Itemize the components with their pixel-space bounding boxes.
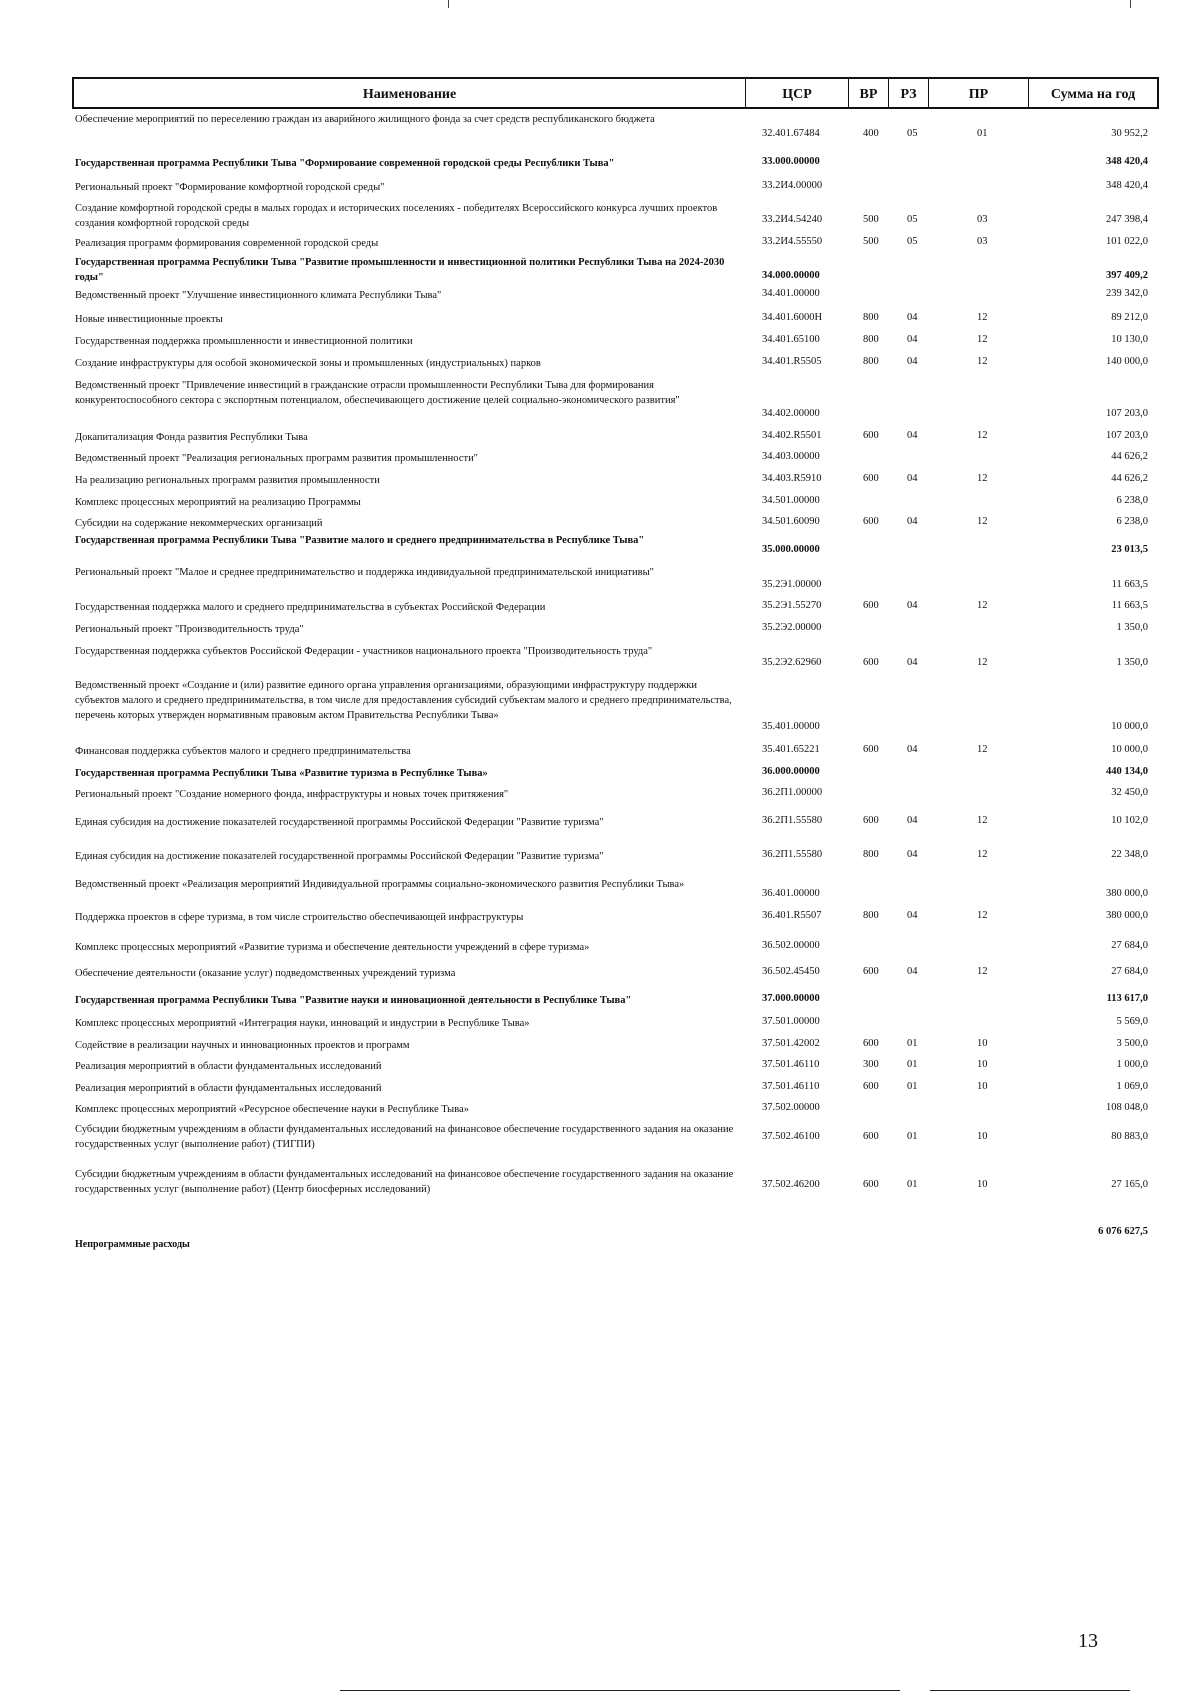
scan-mark: [340, 1690, 900, 1691]
row-sum: 113 617,0: [1106, 993, 1148, 1004]
table-row: [0, 678, 1200, 738]
table-row: [0, 1059, 1200, 1074]
row-csr: 37.502.00000: [762, 1102, 820, 1113]
table-row: [0, 849, 1200, 864]
table-row: [0, 910, 1200, 925]
row-csr: 35.000.00000: [762, 544, 820, 555]
table-row: [0, 156, 1200, 171]
row-name: Реализация программ формирования современной городской среды: [75, 238, 379, 249]
row-rz: 05: [907, 214, 918, 225]
row-sum: 11 663,5: [1111, 600, 1148, 611]
header-sum: Сумма на год: [1050, 86, 1136, 102]
row-sum: 27 684,0: [1111, 940, 1148, 951]
row-vr: 800: [863, 910, 879, 921]
row-name: Докапитализация Фонда развития Республики Тыва: [75, 432, 308, 443]
row-sum: 348 420,4: [1106, 156, 1148, 167]
row-rz: 01: [907, 1081, 918, 1092]
row-csr: 34.401.R5505: [762, 356, 822, 367]
table-row: [0, 787, 1200, 802]
row-rz: 04: [907, 356, 918, 367]
row-csr: 35.2Э1.00000: [762, 579, 822, 590]
table-row: [0, 1226, 1200, 1252]
row-sum: 80 883,0: [1111, 1131, 1148, 1142]
row-sum: 6 238,0: [1116, 495, 1148, 506]
table-row: [0, 451, 1200, 466]
row-vr: 300: [863, 1059, 879, 1070]
row-csr: 36.2П1.55580: [762, 815, 823, 826]
row-vr: 800: [863, 849, 879, 860]
row-csr: 34.501.60090: [762, 516, 820, 527]
row-pr: 10: [977, 1038, 988, 1049]
row-pr: 12: [977, 430, 988, 441]
row-pr: 12: [977, 600, 988, 611]
row-csr: 34.402.R5501: [762, 430, 822, 441]
row-csr: 33.2И4.54240: [762, 214, 823, 225]
table-row: [0, 533, 1200, 563]
row-pr: 10: [977, 1179, 988, 1190]
row-csr: 33.2И4.55550: [762, 236, 823, 247]
row-csr: 35.401.65221: [762, 744, 820, 755]
row-csr: 36.401.00000: [762, 888, 820, 899]
row-name: Ведомственный проект «Создание и (или) развитие единого органа управления организациями, образующими инфраструктуру поддержки субъектов малого и среднего предпринимательства, в том числе для предоставления субсидий субъектам малого и среднего предпринимательства, перечень которых утвержден нормативным правовым актом Правительства Республики Тыва»: [75, 680, 732, 721]
row-vr: 600: [863, 657, 879, 668]
row-rz: 05: [907, 236, 918, 247]
row-csr: 35.2Э2.62960: [762, 657, 822, 668]
table-row: [0, 600, 1200, 615]
row-name: Единая субсидия на достижение показателей государственной программы Российской Федерации "Развитие туризма": [75, 817, 604, 828]
row-sum: 107 203,0: [1106, 430, 1148, 441]
row-sum: 10 130,0: [1111, 334, 1148, 345]
row-vr: 600: [863, 600, 879, 611]
row-name: Региональный проект "Производительность труда": [75, 624, 304, 635]
table-header: [72, 77, 1159, 109]
row-csr: 37.501.00000: [762, 1016, 820, 1027]
row-pr: 10: [977, 1059, 988, 1070]
header-pr: ПР: [929, 79, 1029, 107]
row-sum: 10 000,0: [1111, 744, 1148, 755]
table-row: [0, 430, 1200, 445]
row-name: Поддержка проектов в сфере туризма, в том числе строительство обеспечивающей инфраструктуры: [75, 912, 524, 923]
row-csr: 37.000.00000: [762, 993, 820, 1004]
row-rz: 04: [907, 516, 918, 527]
header-csr: ЦСР: [746, 79, 849, 107]
row-csr: 33.2И4.00000: [762, 180, 823, 191]
row-sum: 1 350,0: [1116, 622, 1148, 633]
row-name: Комплекс процессных мероприятий «Интеграция науки, инноваций и индустрии в Республике Тыва»: [75, 1018, 530, 1029]
row-vr: 600: [863, 744, 879, 755]
row-sum: 6 238,0: [1116, 516, 1148, 527]
row-sum: 380 000,0: [1106, 910, 1148, 921]
row-csr: 36.502.00000: [762, 940, 820, 951]
row-csr: 37.501.46110: [762, 1059, 820, 1070]
table-row: [0, 1081, 1200, 1096]
row-csr: 34.000.00000: [762, 270, 820, 281]
row-rz: 01: [907, 1179, 918, 1190]
row-csr: 34.401.6000Н: [762, 312, 823, 323]
row-rz: 04: [907, 430, 918, 441]
row-sum: 32 450,0: [1111, 787, 1148, 798]
table-row: [0, 1167, 1200, 1197]
row-pr: 10: [977, 1081, 988, 1092]
row-name: Комплекс процессных мероприятий на реализацию Программы: [75, 497, 361, 508]
row-sum: 108 048,0: [1106, 1102, 1148, 1113]
scan-mark: [1130, 0, 1131, 8]
row-rz: 04: [907, 966, 918, 977]
row-sum: 239 342,0: [1106, 288, 1148, 299]
row-csr: 35.2Э2.00000: [762, 622, 822, 633]
table-row: [0, 236, 1200, 251]
row-csr: 36.000.00000: [762, 766, 820, 777]
row-sum: 5 569,0: [1116, 1016, 1148, 1027]
table-row: [0, 877, 1200, 907]
row-sum: 10 000,0: [1111, 721, 1148, 732]
row-pr: 03: [977, 214, 988, 225]
row-pr: 12: [977, 849, 988, 860]
row-name: Обеспечение мероприятий по переселению граждан из аварийного жилищного фонда за счет средств республиканского бюджета: [75, 114, 655, 125]
table-row: [0, 1016, 1200, 1031]
row-name: Региональный проект "Создание номерного фонда, инфраструктуры и новых точек притяжения": [75, 789, 509, 800]
row-csr: 33.000.00000: [762, 156, 820, 167]
row-csr: 37.502.46200: [762, 1179, 820, 1190]
row-pr: 12: [977, 516, 988, 527]
row-csr: 34.501.00000: [762, 495, 820, 506]
row-name: Непрограммные расходы: [75, 1239, 190, 1250]
row-pr: 03: [977, 236, 988, 247]
row-name: Государственная поддержка промышленности и инвестиционной политики: [75, 336, 413, 347]
table-row: [0, 180, 1200, 195]
page-number: 13: [1078, 1630, 1098, 1652]
row-rz: 04: [907, 815, 918, 826]
table-row: [0, 201, 1200, 231]
row-sum: 27 165,0: [1111, 1179, 1148, 1190]
row-vr: 600: [863, 1131, 879, 1142]
row-sum: 380 000,0: [1106, 888, 1148, 899]
row-rz: 04: [907, 312, 918, 323]
row-sum: 1 000,0: [1116, 1059, 1148, 1070]
row-name: Государственная программа Республики Тыва "Развитие науки и инновационной деятельности в Республике Тыва": [75, 995, 632, 1006]
row-sum: 1 350,0: [1116, 657, 1148, 668]
row-pr: 12: [977, 966, 988, 977]
row-rz: 01: [907, 1059, 918, 1070]
row-name: Создание комфортной городской среды в малых городах и исторических поселениях - победителях Всероссийского конкурса лучших проектов создания комфортной городской среды: [75, 203, 718, 229]
table-row: [0, 378, 1200, 423]
row-sum: 22 348,0: [1111, 849, 1148, 860]
row-name: Государственная программа Республики Тыва «Развитие туризма в Республике Тыва»: [75, 768, 488, 779]
table-row: [0, 644, 1200, 674]
row-vr: 600: [863, 815, 879, 826]
row-sum: 1 069,0: [1116, 1081, 1148, 1092]
row-pr: 12: [977, 473, 988, 484]
row-name: Создание инфраструктуры для особой экономической зоны и промышленных (индустриальных) парков: [75, 358, 541, 369]
row-name: Государственная программа Республики Тыва "Развитие малого и среднего предпринимательства в Республике Тыва": [75, 535, 645, 546]
row-csr: 36.502.45450: [762, 966, 820, 977]
row-pr: 12: [977, 744, 988, 755]
table-row: [0, 356, 1200, 371]
row-name: Комплекс процессных мероприятий «Ресурсное обеспечение науки в Республике Тыва»: [75, 1104, 469, 1115]
table-row: [0, 993, 1200, 1008]
row-csr: 35.2Э1.55270: [762, 600, 822, 611]
row-sum: 30 952,2: [1111, 128, 1148, 139]
row-rz: 05: [907, 128, 918, 139]
row-sum: 27 684,0: [1111, 966, 1148, 977]
row-vr: 600: [863, 430, 879, 441]
row-sum: 440 134,0: [1106, 766, 1148, 777]
row-csr: 36.401.R5507: [762, 910, 822, 921]
row-csr: 37.502.46100: [762, 1131, 820, 1142]
scan-mark: [448, 0, 449, 8]
row-vr: 600: [863, 516, 879, 527]
row-name: Ведомственный проект "Привлечение инвестиций в гражданские отрасли промышленности Республики Тыва для формирования конкурентоспособного сектора с экспортным потенциалом, обеспечивающего достижение целей социально-экономического развития": [75, 380, 680, 406]
row-name: Государственная программа Республики Тыва "Формирование современной городской среды Республики Тыва": [75, 158, 615, 169]
row-name: Содействие в реализации научных и инновационных проектов и программ: [75, 1040, 410, 1051]
row-sum: 3 500,0: [1116, 1038, 1148, 1049]
row-sum: 44 626,2: [1111, 451, 1148, 462]
row-sum: 247 398,4: [1106, 214, 1148, 225]
row-name: Новые инвестиционные проекты: [75, 314, 223, 325]
row-vr: 500: [863, 214, 879, 225]
table-row: [0, 112, 1200, 142]
row-csr: 35.401.00000: [762, 721, 820, 732]
row-vr: 600: [863, 1081, 879, 1092]
table-row: [0, 744, 1200, 759]
row-name: Субсидии бюджетным учреждениям в области фундаментальных исследований на финансовое обеспечение государственного задания на оказание государственных услуг (выполнение работ) (ТИГПИ): [75, 1124, 734, 1150]
row-name: Ведомственный проект "Реализация региональных программ развития промышленности": [75, 453, 478, 464]
row-csr: 34.403.R5910: [762, 473, 822, 484]
row-pr: 12: [977, 815, 988, 826]
table-row: [0, 473, 1200, 488]
row-sum: 397 409,2: [1106, 270, 1148, 281]
row-pr: 10: [977, 1131, 988, 1142]
table-row: [0, 766, 1200, 781]
row-pr: 12: [977, 312, 988, 323]
row-sum: 89 212,0: [1111, 312, 1148, 323]
row-rz: 04: [907, 910, 918, 921]
row-name: Реализация мероприятий в области фундаментальных исследований: [75, 1061, 382, 1072]
row-name: Обеспечение деятельности (оказание услуг) подведомственных учреждений туризма: [75, 968, 456, 979]
row-pr: 12: [977, 910, 988, 921]
row-csr: 34.401.00000: [762, 288, 820, 299]
row-sum: 140 000,0: [1106, 356, 1148, 367]
row-name: Финансовая поддержка субъектов малого и среднего предпринимательства: [75, 746, 411, 757]
table-row: [0, 815, 1200, 830]
row-name: Субсидии на содержание некоммерческих организаций: [75, 518, 323, 529]
row-csr: 36.2П1.55580: [762, 849, 823, 860]
row-rz: 04: [907, 600, 918, 611]
row-vr: 800: [863, 312, 879, 323]
row-sum: 11 663,5: [1111, 579, 1148, 590]
row-rz: 04: [907, 744, 918, 755]
row-name: Реализация мероприятий в области фундаментальных исследований: [75, 1083, 382, 1094]
row-vr: 400: [863, 128, 879, 139]
row-csr: 36.2П1.00000: [762, 787, 823, 798]
row-vr: 600: [863, 1038, 879, 1049]
header-rz: РЗ: [889, 79, 929, 107]
row-rz: 04: [907, 473, 918, 484]
header-name: Наименование: [74, 79, 746, 107]
row-csr: 34.402.00000: [762, 408, 820, 419]
table-row: [0, 312, 1200, 327]
row-sum: 44 626,2: [1111, 473, 1148, 484]
row-name: Субсидии бюджетным учреждениям в области фундаментальных исследований на финансовое обеспечение государственного задания на оказание государственных услуг (выполнение работ) (Центр биосферных исследований): [75, 1169, 734, 1195]
row-name: На реализацию региональных программ развития промышленности: [75, 475, 380, 486]
row-pr: 01: [977, 128, 988, 139]
row-sum: 107 203,0: [1106, 408, 1148, 419]
row-sum: 23 013,5: [1111, 544, 1148, 555]
row-name: Государственная поддержка малого и среднего предпринимательства в субъектах Российской Федерации: [75, 602, 546, 613]
row-vr: 600: [863, 966, 879, 977]
row-pr: 12: [977, 356, 988, 367]
row-sum: 10 102,0: [1111, 815, 1148, 826]
row-name: Комплекс процессных мероприятий «Развитие туризма и обеспечение деятельности учреждений в сфере туризма»: [75, 942, 590, 953]
row-rz: 04: [907, 849, 918, 860]
row-rz: 04: [907, 657, 918, 668]
table-row: [0, 1038, 1200, 1053]
row-name: Единая субсидия на достижение показателей государственной программы Российской Федерации "Развитие туризма": [75, 851, 604, 862]
table-row: [0, 1122, 1200, 1152]
row-name: Государственная программа Республики Тыва "Развитие промышленности и инвестиционной политики Республики Тыва на 2024-2030 годы": [75, 257, 725, 283]
row-vr: 600: [863, 1179, 879, 1190]
table-row: [0, 495, 1200, 510]
table-row: [0, 288, 1200, 303]
row-name: Ведомственный проект «Реализация мероприятий Индивидуальной программы социально-экономического развития Республики Тыва»: [75, 879, 685, 890]
row-name: Региональный проект "Формирование комфортной городской среды": [75, 182, 385, 193]
table-row: [0, 966, 1200, 981]
row-sum: 101 022,0: [1106, 236, 1148, 247]
row-vr: 500: [863, 236, 879, 247]
row-name: Государственная поддержка субъектов Российской Федерации - участников национального проекта "Производительность труда": [75, 646, 653, 657]
row-vr: 600: [863, 473, 879, 484]
row-rz: 01: [907, 1131, 918, 1142]
row-vr: 800: [863, 334, 879, 345]
row-csr: 37.501.46110: [762, 1081, 820, 1092]
table-row: [0, 940, 1200, 955]
row-pr: 12: [977, 334, 988, 345]
row-rz: 04: [907, 334, 918, 345]
table-row: [0, 622, 1200, 637]
table-row: [0, 334, 1200, 349]
row-rz: 01: [907, 1038, 918, 1049]
header-vr: ВР: [849, 79, 889, 107]
row-csr: 37.501.42002: [762, 1038, 820, 1049]
row-csr: 34.401.65100: [762, 334, 820, 345]
row-sum: 348 420,4: [1106, 180, 1148, 191]
row-csr: 32.401.67484: [762, 128, 820, 139]
row-vr: 800: [863, 356, 879, 367]
row-sum: 6 076 627,5: [1098, 1226, 1148, 1237]
table-row: [0, 255, 1200, 285]
row-name: Региональный проект "Малое и среднее предпринимательство и поддержка индивидуальной предпринимательской инициативы": [75, 567, 654, 578]
row-name: Ведомственный проект "Улучшение инвестиционного климата Республики Тыва": [75, 290, 442, 301]
table-row: [0, 516, 1200, 531]
scan-mark: [930, 1690, 1130, 1691]
row-csr: 34.403.00000: [762, 451, 820, 462]
table-row: [0, 1102, 1200, 1117]
row-pr: 12: [977, 657, 988, 668]
table-row: [0, 565, 1200, 595]
